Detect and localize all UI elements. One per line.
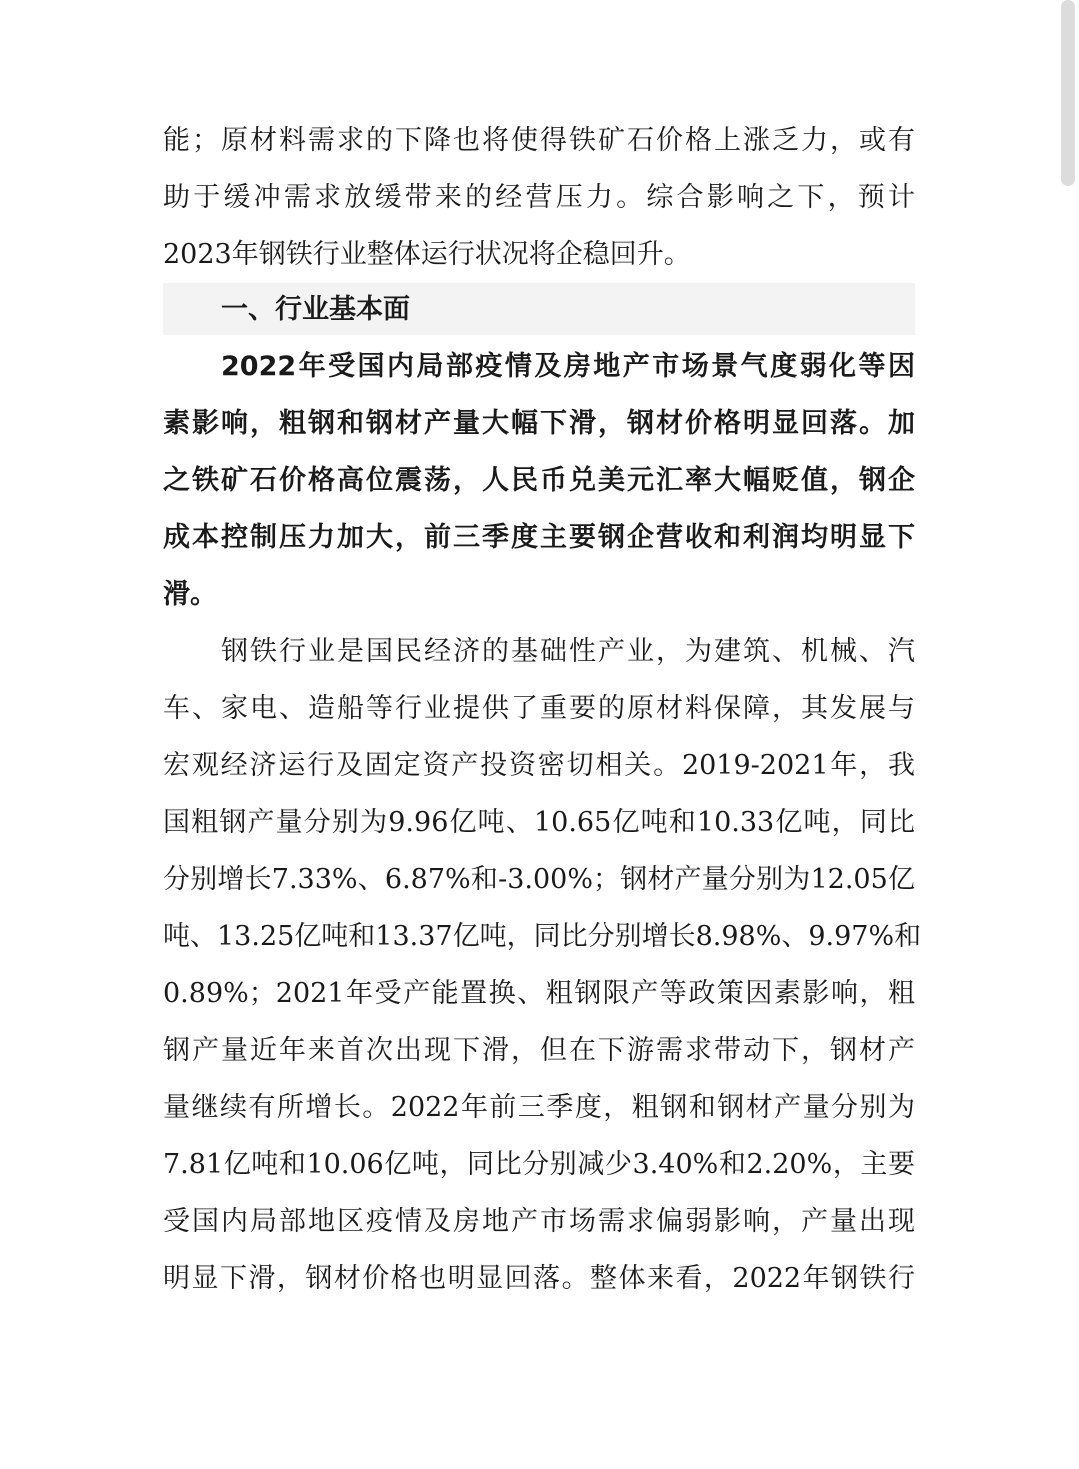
summary-line-1: 2022年受国内局部疫情及房地产市场景气度弱化等因 (221, 351, 915, 382)
intro-line-2: 助于缓冲需求放缓带来的经营压力。综合影响之下，预计 (163, 182, 915, 213)
body-line-10: 7.81亿吨和10.06亿吨，同比分别减少3.40%和2.20%，主要 (163, 1149, 915, 1180)
summary-line-2: 素影响，粗钢和钢材产量大幅下滑，钢材价格明显回落。加 (163, 408, 915, 439)
intro-line-1: 能；原材料需求的下降也将使得铁矿石价格上涨乏力，或有 (163, 125, 915, 156)
intro-line-3: 2023年钢铁行业整体运行状况将企稳回升。 (163, 239, 691, 270)
summary-line-5: 滑。 (163, 579, 217, 610)
body-line-3: 宏观经济运行及固定资产投资密切相关。2019-2021年，我 (163, 750, 915, 781)
summary-line-3: 之铁矿石价格高位震荡，人民币兑美元汇率大幅贬值，钢企 (163, 465, 915, 496)
body-line-11: 受国内局部地区疫情及房地产市场需求偏弱影响，产量出现 (163, 1206, 915, 1237)
section-heading: 一、行业基本面 (221, 294, 410, 325)
body-line-9: 量继续有所增长。2022年前三季度，粗钢和钢材产量分别为 (163, 1092, 915, 1123)
scrollbar-thumb[interactable] (1061, 0, 1075, 186)
body-line-1: 钢铁行业是国民经济的基础性产业，为建筑、机械、汽 (221, 636, 915, 667)
body-line-6: 吨、13.25亿吨和13.37亿吨，同比分别增长8.98%、9.97%和 (163, 921, 922, 952)
body-line-5: 分别增长7.33%、6.87%和-3.00%；钢材产量分别为12.05亿 (163, 864, 915, 895)
body-line-12: 明显下滑，钢材价格也明显回落。整体来看，2022年钢铁行 (163, 1263, 915, 1294)
body-line-7: 0.89%；2021年受产能置换、粗钢限产等政策因素影响，粗 (163, 978, 915, 1009)
body-line-2: 车、家电、造船等行业提供了重要的原材料保障，其发展与 (163, 693, 915, 724)
body-line-8: 钢产量近年来首次出现下滑，但在下游需求带动下，钢材产 (163, 1035, 915, 1066)
body-line-4: 国粗钢产量分别为9.96亿吨、10.65亿吨和10.33亿吨，同比 (163, 807, 915, 838)
summary-line-4: 成本控制压力加大，前三季度主要钢企营收和利润均明显下 (163, 522, 915, 553)
